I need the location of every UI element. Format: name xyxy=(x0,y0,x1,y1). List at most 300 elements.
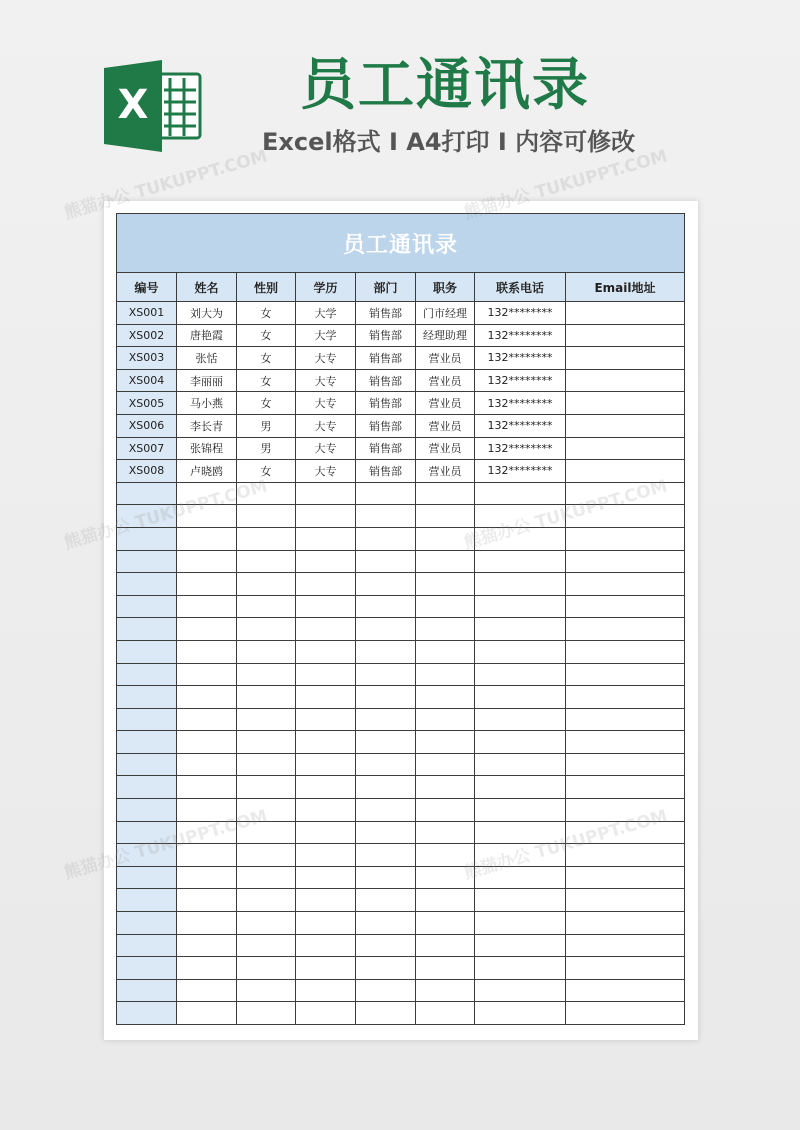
table-cell[interactable] xyxy=(117,844,177,867)
watermark-text: 熊猫办公 xyxy=(62,515,133,554)
table-cell[interactable] xyxy=(356,527,416,550)
table-row xyxy=(117,708,685,731)
table-cell[interactable] xyxy=(237,686,296,709)
table-cell[interactable] xyxy=(475,889,566,912)
spreadsheet-page xyxy=(104,201,698,1040)
table-cell[interactable] xyxy=(475,686,566,709)
table-cell[interactable] xyxy=(416,889,475,912)
table-cell[interactable] xyxy=(566,460,685,483)
table-cell[interactable] xyxy=(177,731,237,754)
table-cell[interactable]: 大学 xyxy=(296,302,356,325)
table-cell[interactable] xyxy=(566,618,685,641)
table-cell[interactable]: 李丽丽 xyxy=(177,369,237,392)
table-cell[interactable]: 男 xyxy=(237,437,296,460)
column-header: 姓名 xyxy=(177,273,237,302)
table-cell[interactable] xyxy=(237,866,296,889)
table-cell[interactable] xyxy=(177,640,237,663)
table-cell[interactable] xyxy=(566,753,685,776)
table-cell[interactable] xyxy=(296,663,356,686)
table-cell[interactable] xyxy=(237,731,296,754)
table-cell[interactable]: XS008 xyxy=(117,460,177,483)
table-cell[interactable] xyxy=(177,799,237,822)
table-row xyxy=(117,369,685,392)
table-cell[interactable] xyxy=(416,505,475,528)
table-cell[interactable] xyxy=(117,934,177,957)
table-cell[interactable] xyxy=(566,595,685,618)
table-cell[interactable] xyxy=(566,686,685,709)
table-cell[interactable] xyxy=(416,979,475,1002)
table-cell[interactable] xyxy=(416,866,475,889)
table-cell[interactable] xyxy=(177,550,237,573)
table-row xyxy=(117,912,685,935)
table-body xyxy=(117,302,685,1025)
employee-directory-table xyxy=(116,213,685,1025)
table-cell[interactable] xyxy=(296,708,356,731)
table-cell[interactable] xyxy=(566,640,685,663)
table-cell[interactable] xyxy=(356,889,416,912)
table-cell[interactable] xyxy=(356,799,416,822)
table-cell[interactable] xyxy=(117,686,177,709)
table-cell[interactable] xyxy=(475,979,566,1002)
table-cell[interactable] xyxy=(566,414,685,437)
table-cell[interactable] xyxy=(296,821,356,844)
table-cell[interactable]: 销售部 xyxy=(356,460,416,483)
table-cell[interactable]: 唐艳霞 xyxy=(177,324,237,347)
table-cell[interactable] xyxy=(416,1002,475,1025)
table-cell[interactable] xyxy=(566,347,685,370)
table-cell[interactable] xyxy=(117,595,177,618)
table-cell[interactable]: 刘大为 xyxy=(177,302,237,325)
column-header: 部门 xyxy=(356,273,416,302)
table-cell[interactable] xyxy=(356,505,416,528)
table-cell[interactable]: 男 xyxy=(237,414,296,437)
table-cell[interactable]: 132******** xyxy=(475,369,566,392)
excel-logo-letter: X xyxy=(117,82,149,128)
table-cell[interactable]: 张锦程 xyxy=(177,437,237,460)
table-cell[interactable] xyxy=(117,957,177,980)
table-cell[interactable]: 女 xyxy=(237,302,296,325)
table-cell[interactable]: 营业员 xyxy=(416,437,475,460)
table-cell[interactable] xyxy=(356,731,416,754)
table-cell[interactable]: 门市经理 xyxy=(416,302,475,325)
table-cell[interactable] xyxy=(416,527,475,550)
table-cell[interactable] xyxy=(475,595,566,618)
table-cell[interactable]: 女 xyxy=(237,324,296,347)
table-cell[interactable] xyxy=(566,708,685,731)
table-cell[interactable] xyxy=(177,1002,237,1025)
table-cell[interactable] xyxy=(296,1002,356,1025)
table-cell[interactable]: 132******** xyxy=(475,347,566,370)
table-cell[interactable] xyxy=(117,889,177,912)
table-cell[interactable] xyxy=(566,505,685,528)
watermark-text: 熊猫办公 TUKUPPT.COM xyxy=(462,146,670,224)
column-header: 职务 xyxy=(416,273,475,302)
sheet-title: 员工通讯录 xyxy=(117,214,685,273)
table-cell[interactable] xyxy=(356,640,416,663)
table-cell[interactable] xyxy=(296,482,356,505)
table-row xyxy=(117,414,685,437)
table-cell[interactable] xyxy=(356,776,416,799)
table-cell[interactable] xyxy=(475,821,566,844)
table-cell[interactable] xyxy=(356,708,416,731)
table-cell[interactable] xyxy=(237,821,296,844)
table-cell[interactable] xyxy=(566,392,685,415)
table-cell[interactable]: 大专 xyxy=(296,369,356,392)
table-cell[interactable] xyxy=(237,979,296,1002)
table-cell[interactable] xyxy=(566,369,685,392)
table-cell[interactable] xyxy=(566,979,685,1002)
table-cell[interactable] xyxy=(117,618,177,641)
table-cell[interactable] xyxy=(416,640,475,663)
table-cell[interactable] xyxy=(416,934,475,957)
table-row xyxy=(117,482,685,505)
table-cell[interactable] xyxy=(296,912,356,935)
table-cell[interactable] xyxy=(177,527,237,550)
table-cell[interactable] xyxy=(296,844,356,867)
table-cell[interactable] xyxy=(237,912,296,935)
table-cell[interactable] xyxy=(237,527,296,550)
table-cell[interactable] xyxy=(566,799,685,822)
table-cell[interactable] xyxy=(296,573,356,596)
table-cell[interactable] xyxy=(296,776,356,799)
table-cell[interactable] xyxy=(237,573,296,596)
table-cell[interactable]: 销售部 xyxy=(356,414,416,437)
table-cell[interactable] xyxy=(177,934,237,957)
table-cell[interactable] xyxy=(566,663,685,686)
table-cell[interactable] xyxy=(475,505,566,528)
table-cell[interactable] xyxy=(566,573,685,596)
table-cell[interactable] xyxy=(416,844,475,867)
table-cell[interactable] xyxy=(237,663,296,686)
table-cell[interactable] xyxy=(566,821,685,844)
table-cell[interactable] xyxy=(566,324,685,347)
table-cell[interactable] xyxy=(237,934,296,957)
table-cell[interactable] xyxy=(177,595,237,618)
table-row xyxy=(117,979,685,1002)
table-cell[interactable]: 大专 xyxy=(296,414,356,437)
table-cell[interactable]: 女 xyxy=(237,392,296,415)
table-cell[interactable]: XS006 xyxy=(117,414,177,437)
table-row xyxy=(117,686,685,709)
table-cell[interactable] xyxy=(566,866,685,889)
table-cell[interactable] xyxy=(237,889,296,912)
table-cell[interactable] xyxy=(566,776,685,799)
table-cell[interactable] xyxy=(356,753,416,776)
table-cell[interactable]: 销售部 xyxy=(356,437,416,460)
table-cell[interactable] xyxy=(177,482,237,505)
table-cell[interactable] xyxy=(296,889,356,912)
table-cell[interactable] xyxy=(475,844,566,867)
table-cell[interactable] xyxy=(237,799,296,822)
table-cell[interactable] xyxy=(117,1002,177,1025)
table-cell[interactable]: 营业员 xyxy=(416,347,475,370)
table-cell[interactable] xyxy=(237,753,296,776)
table-row xyxy=(117,640,685,663)
table-cell[interactable] xyxy=(177,505,237,528)
table-cell[interactable] xyxy=(475,934,566,957)
table-cell[interactable]: 大专 xyxy=(296,347,356,370)
table-cell[interactable] xyxy=(296,866,356,889)
table-cell[interactable]: 营业员 xyxy=(416,414,475,437)
table-cell[interactable] xyxy=(416,663,475,686)
table-cell[interactable]: 女 xyxy=(237,369,296,392)
table-cell[interactable]: 132******** xyxy=(475,324,566,347)
table-cell[interactable] xyxy=(117,979,177,1002)
table-cell[interactable] xyxy=(296,731,356,754)
table-row xyxy=(117,889,685,912)
table-row xyxy=(117,731,685,754)
table-cell[interactable] xyxy=(117,527,177,550)
table-cell[interactable] xyxy=(356,482,416,505)
table-cell[interactable] xyxy=(296,934,356,957)
table-row xyxy=(117,505,685,528)
table-cell[interactable] xyxy=(117,776,177,799)
table-cell[interactable] xyxy=(117,753,177,776)
table-cell[interactable] xyxy=(475,618,566,641)
table-cell[interactable] xyxy=(416,753,475,776)
table-cell[interactable] xyxy=(177,979,237,1002)
table-cell[interactable] xyxy=(356,821,416,844)
table-cell[interactable] xyxy=(475,573,566,596)
table-cell[interactable] xyxy=(475,482,566,505)
table-row xyxy=(117,302,685,325)
table-cell[interactable] xyxy=(177,866,237,889)
table-cell[interactable]: 大专 xyxy=(296,437,356,460)
table-cell[interactable] xyxy=(356,957,416,980)
table-cell[interactable] xyxy=(475,663,566,686)
table-cell[interactable] xyxy=(177,889,237,912)
table-cell[interactable] xyxy=(475,731,566,754)
table-cell[interactable] xyxy=(475,753,566,776)
table-cell[interactable] xyxy=(475,866,566,889)
table-cell[interactable]: 132******** xyxy=(475,302,566,325)
table-row xyxy=(117,799,685,822)
table-row xyxy=(117,618,685,641)
table-cell[interactable] xyxy=(566,731,685,754)
column-header: 性别 xyxy=(237,273,296,302)
table-row xyxy=(117,437,685,460)
table-cell[interactable]: 女 xyxy=(237,347,296,370)
table-cell[interactable] xyxy=(566,550,685,573)
table-cell[interactable] xyxy=(475,912,566,935)
table-cell[interactable] xyxy=(566,957,685,980)
table-cell[interactable] xyxy=(237,505,296,528)
table-row xyxy=(117,347,685,370)
table-cell[interactable] xyxy=(296,527,356,550)
table-cell[interactable] xyxy=(177,776,237,799)
table-cell[interactable]: 张恬 xyxy=(177,347,237,370)
table-cell[interactable]: 132******** xyxy=(475,392,566,415)
table-row xyxy=(117,957,685,980)
table-row xyxy=(117,573,685,596)
table-cell[interactable]: XS003 xyxy=(117,347,177,370)
table-cell[interactable] xyxy=(356,686,416,709)
table-cell[interactable]: XS002 xyxy=(117,324,177,347)
table-cell[interactable] xyxy=(475,776,566,799)
table-cell[interactable]: 大专 xyxy=(296,392,356,415)
page-title: 员工通讯录 xyxy=(300,53,590,118)
table-cell[interactable] xyxy=(296,957,356,980)
column-header: 编号 xyxy=(117,273,177,302)
table-cell[interactable]: 大学 xyxy=(296,324,356,347)
table-row xyxy=(117,460,685,483)
table-cell[interactable]: XS007 xyxy=(117,437,177,460)
table-cell[interactable]: 卢晓鸥 xyxy=(177,460,237,483)
table-cell[interactable] xyxy=(356,663,416,686)
table-cell[interactable] xyxy=(177,573,237,596)
table-cell[interactable] xyxy=(237,595,296,618)
table-cell[interactable] xyxy=(356,550,416,573)
table-cell[interactable]: 销售部 xyxy=(356,302,416,325)
table-cell[interactable] xyxy=(177,663,237,686)
table-cell[interactable] xyxy=(117,573,177,596)
table-row xyxy=(117,527,685,550)
table-cell[interactable]: 132******** xyxy=(475,414,566,437)
table-cell[interactable] xyxy=(117,799,177,822)
table-row xyxy=(117,844,685,867)
table-cell[interactable] xyxy=(117,505,177,528)
table-row xyxy=(117,663,685,686)
table-row xyxy=(117,1002,685,1025)
table-cell[interactable]: XS005 xyxy=(117,392,177,415)
table-cell[interactable]: 营业员 xyxy=(416,460,475,483)
table-cell[interactable]: 营业员 xyxy=(416,392,475,415)
table-cell[interactable] xyxy=(117,708,177,731)
table-cell[interactable] xyxy=(177,821,237,844)
table-cell[interactable]: XS004 xyxy=(117,369,177,392)
table-cell[interactable] xyxy=(356,618,416,641)
table-cell[interactable] xyxy=(237,618,296,641)
table-cell[interactable] xyxy=(296,618,356,641)
table-cell[interactable] xyxy=(296,799,356,822)
table-cell[interactable] xyxy=(475,527,566,550)
table-cell[interactable] xyxy=(566,889,685,912)
table-cell[interactable]: 营业员 xyxy=(416,369,475,392)
table-cell[interactable] xyxy=(177,753,237,776)
table-cell[interactable] xyxy=(177,957,237,980)
table-cell[interactable] xyxy=(296,753,356,776)
table-cell[interactable]: 销售部 xyxy=(356,369,416,392)
table-cell[interactable] xyxy=(416,731,475,754)
table-cell[interactable] xyxy=(117,663,177,686)
table-cell[interactable]: 销售部 xyxy=(356,324,416,347)
table-cell[interactable] xyxy=(117,912,177,935)
table-cell[interactable] xyxy=(566,482,685,505)
table-cell[interactable] xyxy=(237,708,296,731)
table-cell[interactable] xyxy=(237,482,296,505)
table-cell[interactable] xyxy=(416,799,475,822)
table-cell[interactable] xyxy=(296,640,356,663)
table-cell[interactable] xyxy=(566,437,685,460)
table-cell[interactable] xyxy=(237,550,296,573)
table-cell[interactable] xyxy=(475,957,566,980)
table-cell[interactable] xyxy=(475,1002,566,1025)
table-cell[interactable] xyxy=(416,912,475,935)
table-row xyxy=(117,934,685,957)
table-cell[interactable] xyxy=(356,912,416,935)
table-cell[interactable] xyxy=(416,686,475,709)
table-cell[interactable]: 经理助理 xyxy=(416,324,475,347)
table-cell[interactable]: 132******** xyxy=(475,460,566,483)
table-cell[interactable] xyxy=(416,821,475,844)
table-cell[interactable] xyxy=(117,821,177,844)
table-cell[interactable] xyxy=(475,799,566,822)
table-cell[interactable] xyxy=(566,302,685,325)
table-cell[interactable] xyxy=(356,844,416,867)
table-cell[interactable] xyxy=(356,979,416,1002)
table-cell[interactable] xyxy=(177,686,237,709)
table-cell[interactable] xyxy=(296,595,356,618)
table-cell[interactable] xyxy=(177,708,237,731)
table-cell[interactable]: 销售部 xyxy=(356,392,416,415)
table-cell[interactable] xyxy=(177,618,237,641)
table-cell[interactable] xyxy=(117,482,177,505)
table-cell[interactable] xyxy=(237,844,296,867)
table-cell[interactable] xyxy=(117,866,177,889)
table-cell[interactable]: 马小燕 xyxy=(177,392,237,415)
table-cell[interactable]: 女 xyxy=(237,460,296,483)
table-cell[interactable] xyxy=(566,934,685,957)
table-cell[interactable] xyxy=(416,708,475,731)
table-cell[interactable] xyxy=(416,550,475,573)
table-cell[interactable]: 销售部 xyxy=(356,347,416,370)
table-cell[interactable] xyxy=(356,934,416,957)
table-cell[interactable] xyxy=(356,866,416,889)
table-row xyxy=(117,753,685,776)
table-row xyxy=(117,392,685,415)
table-cell[interactable] xyxy=(296,979,356,1002)
table-cell[interactable] xyxy=(237,776,296,799)
table-cell[interactable] xyxy=(416,482,475,505)
column-header: 联系电话 xyxy=(475,273,566,302)
table-cell[interactable] xyxy=(416,595,475,618)
table-cell[interactable] xyxy=(356,595,416,618)
table-cell[interactable] xyxy=(416,618,475,641)
table-cell[interactable] xyxy=(296,550,356,573)
table-cell[interactable] xyxy=(237,957,296,980)
table-row xyxy=(117,550,685,573)
table-cell[interactable] xyxy=(356,573,416,596)
table-cell[interactable]: XS001 xyxy=(117,302,177,325)
table-cell[interactable] xyxy=(177,912,237,935)
table-row xyxy=(117,776,685,799)
table-cell[interactable]: 大专 xyxy=(296,460,356,483)
table-cell[interactable] xyxy=(296,686,356,709)
table-cell[interactable] xyxy=(475,640,566,663)
table-cell[interactable] xyxy=(566,1002,685,1025)
table-cell[interactable] xyxy=(566,912,685,935)
table-cell[interactable] xyxy=(566,527,685,550)
table-cell[interactable] xyxy=(416,573,475,596)
table-cell[interactable] xyxy=(475,708,566,731)
table-cell[interactable] xyxy=(117,640,177,663)
column-header: Email地址 xyxy=(566,273,685,302)
table-cell[interactable] xyxy=(416,957,475,980)
column-header: 学历 xyxy=(296,273,356,302)
table-cell[interactable] xyxy=(566,844,685,867)
table-cell[interactable] xyxy=(237,1002,296,1025)
table-cell[interactable] xyxy=(117,550,177,573)
table-cell[interactable] xyxy=(356,1002,416,1025)
table-cell[interactable] xyxy=(475,550,566,573)
table-cell[interactable] xyxy=(177,844,237,867)
table-cell[interactable]: 132******** xyxy=(475,437,566,460)
table-cell[interactable] xyxy=(117,731,177,754)
table-cell[interactable]: 李长青 xyxy=(177,414,237,437)
table-cell[interactable] xyxy=(296,505,356,528)
table-cell[interactable] xyxy=(416,776,475,799)
table-cell[interactable] xyxy=(237,640,296,663)
